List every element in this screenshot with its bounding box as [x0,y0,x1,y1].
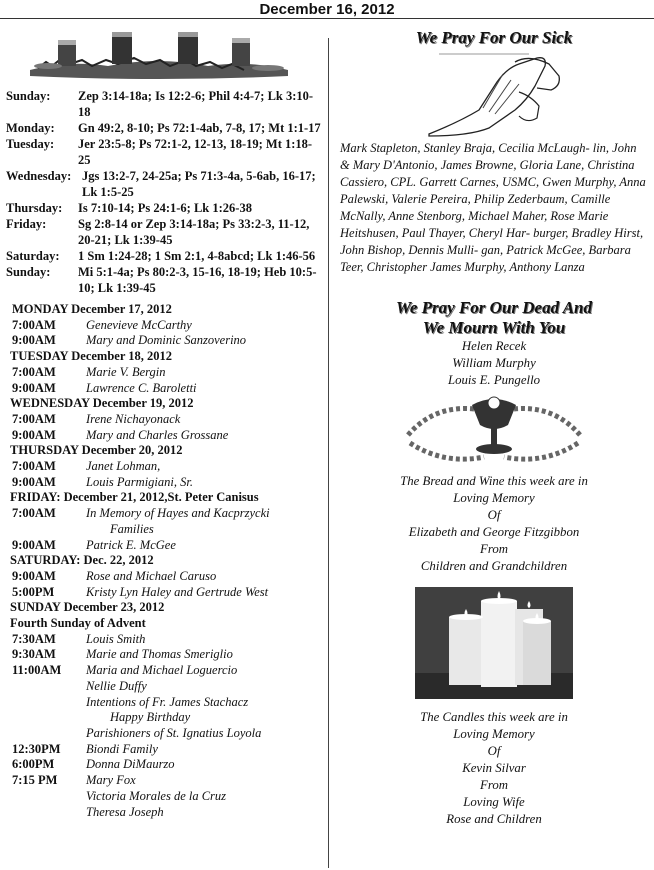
reading-row: Thursday: Is 7:10-14; Ps 24:1-6; Lk 1:26-38 [6,201,252,215]
sick-list: Mark Stapleton, Stanley Braja, Cecilia McLaugh- lin, John & Mary D'Antonio, James Browne, Gloria Lane, Christina Cassiero, CPL. Garrett Carnes, USMC, Gwen Murphy, Anna Palewski, Valerie Pereira, Philip Zederbaum, Camille McNally, Anne Stenborg, Michael Maher, Rose Marie Heitshusen, Paul Thayer, Cheryl Har- burger, Bradley Hirst, John Bishop, Dennis Mulli- gan, Patrick McGee, Barbara Teer, Christopher James Murphy, Anthony Lanza [340,141,646,274]
chalice-image [334,395,654,467]
mass-intention-row [6,428,324,444]
mass-intention-row [6,726,324,742]
mass-time [6,679,86,695]
mass-day-heading: THURSDAY December 20, 2012 [10,443,183,458]
bread-wine-line: Children and Grandchildren [420,559,568,573]
mass-intention: Marie and Thomas Smeriglio [86,647,233,662]
mass-intention-row [6,318,324,334]
candles-line: From [480,778,508,792]
mass-intention: Lawrence C. Baroletti [86,380,197,395]
page-header [0,0,654,19]
mass-time: 7:00AM [12,317,56,332]
mass-intention-row [6,647,324,663]
bread-wine-line: Elizabeth and George Fitzgibbon [408,525,580,539]
praying-hands-image [334,52,654,138]
mass-intention: Rose and Michael Caruso [86,568,217,583]
bread-wine-line: Of [487,508,501,522]
mass-intention: In Memory of Hayes and Kacprzycki [86,506,270,521]
mass-intention-row [6,506,324,522]
sick-title: We Pray For Our Sick [415,28,573,47]
mass-intention-row [6,757,324,773]
deceased-name: Helen Recek [461,339,527,353]
reading-row: Wednesday: Jgs 13:2-7, 24-25a; Ps 71:3-4a, 5-6ab, 16-17; Lk 1:5-25 [6,169,316,199]
mass-intention: Nellie Duffy [86,678,147,693]
mass-intention: Genevieve McCarthy [86,317,192,332]
mass-day-heading: FRIDAY: December 21, 2012,St. Peter Canisus [10,490,259,505]
mass-intention: Maria and Michael Loguercio [86,663,238,678]
column-divider [328,38,329,868]
mass-intention: Families [110,521,154,536]
reading-row: Friday: Sg 2:8-14 or Zep 3:14-18a; Ps 33:2-3, 11-12, 20-21; Lk 1:39-45 [6,217,310,247]
mass-time: 9:00AM [12,474,56,489]
mass-time: 7:00AM [12,411,56,426]
mass-time: 5:00PM [12,584,55,599]
mass-intention: Louis Parmigiani, Sr. [86,474,193,489]
right-column [334,28,654,828]
mass-intention-row [6,805,324,821]
mass-intention-row [6,695,324,711]
mass-intention: Intentions of Fr. James Stachacz [86,694,249,709]
left-column [6,88,324,820]
candles-line: The Candles this week are in [420,710,568,724]
mass-intention: Mary and Charles Grossane [86,427,229,442]
mass-intention: Victoria Morales de la Cruz [86,788,227,803]
candles-line: Loving Wife [463,795,525,809]
mass-intention-row [6,632,324,648]
mass-intention: Theresa Joseph [86,804,164,819]
mass-time: 11:00AM [12,663,62,678]
weekly-readings [6,88,324,296]
mass-time: 9:00AM [12,537,56,552]
mass-time: 9:00AM [12,380,56,395]
mass-day-heading: TUESDAY December 18, 2012 [10,349,173,364]
candles-line: Loving Memory [453,727,535,741]
mass-intention-row [6,679,324,695]
mass-intention-row [6,710,324,726]
mass-time: 12:30PM [12,741,61,756]
mass-intention-row [6,522,324,538]
mass-time: 7:00AM [12,506,56,521]
mass-time: 7:00AM [12,459,56,474]
mass-intention-row [6,742,324,758]
bread-wine-line: Loving Memory [453,491,535,505]
bread-wine-line: The Bread and Wine this week are in [400,474,588,488]
dead-title-line2: We Mourn With You [422,318,566,337]
mass-intention-row [6,538,324,554]
candles-line: Of [487,744,501,758]
mass-time [6,710,86,726]
mass-intention-row [6,789,324,805]
mass-intention-row [6,585,324,601]
mass-intention-row [6,412,324,428]
reading-row: Monday: Gn 49:2, 8-10; Ps 72:1-4ab, 7-8, 17; Mt 1:1-17 [6,121,321,135]
mass-day-heading: Fourth Sunday of Advent [10,616,146,631]
candles-photo [415,587,573,699]
mass-time [6,805,86,821]
mass-time [6,522,86,538]
mass-time [6,726,86,742]
reading-row: Tuesday: Jer 23:5-8; Ps 72:1-2, 12-13, 18-19; Mt 1:18-25 [6,137,313,167]
dead-title-line1: We Pray For Our Dead And [396,298,592,317]
mass-day-heading: SATURDAY: Dec. 22, 2012 [10,553,154,568]
mass-intention: Janet Lohman, [86,459,161,474]
mass-intention: Kristy Lyn Haley and Gertrude West [86,584,269,599]
mass-intention: Donna DiMaurzo [86,757,175,772]
candles-line: Rose and Children [446,812,542,826]
mass-time: 6:00PM [12,757,55,772]
mass-intention-row [6,459,324,475]
mass-time [6,695,86,711]
mass-intention: Marie V. Bergin [86,364,166,379]
mass-intention-row [6,569,324,585]
mass-intention-row [6,663,324,679]
mass-day-heading: MONDAY December 17, 2012 [12,302,172,316]
mass-intention: Irene Nichayonack [86,411,181,426]
mass-time: 9:00AM [12,427,56,442]
reading-row: Sunday: Mi 5:1-4a; Ps 80:2-3, 15-16, 18-19; Heb 10:5-10; Lk 1:39-45 [6,265,317,295]
mass-intention-row [6,381,324,397]
bread-wine-line: From [480,542,508,556]
mass-time: 9:00AM [12,568,56,583]
mass-time: 9:30AM [12,647,56,662]
mass-intention: Happy Birthday [110,710,191,725]
mass-intentions [6,302,324,820]
mass-day-heading: SUNDAY December 23, 2012 [10,600,165,615]
mass-intention-row [6,333,324,349]
mass-intention-row [6,365,324,381]
mass-intention: Biondi Family [86,741,158,756]
mass-intention-row [6,475,324,491]
bulletin-date: December 16, 2012 [259,1,395,18]
mass-time: 9:00AM [12,333,56,348]
mass-time: 7:00AM [12,364,56,379]
mass-intention-row [6,773,324,789]
mass-intention: Louis Smith [86,631,146,646]
mass-intention: Patrick E. McGee [86,537,176,552]
reading-row: Saturday: 1 Sm 1:24-28; 1 Sm 2:1, 4-8abcd; Lk 1:46-56 [6,249,316,263]
mass-time: 7:30AM [12,631,56,646]
candles-line: Kevin Silvar [462,761,526,775]
reading-row: Sunday: Zep 3:14-18a; Is 12:2-6; Phil 4:4-7; Lk 3:10-18 [6,89,314,119]
advent-candles-image [28,26,290,82]
mass-intention: Mary and Dominic Sanzoverino [86,333,247,348]
mass-time [6,789,86,805]
mass-day-heading: WEDNESDAY December 19, 2012 [10,396,194,411]
mass-intention: Mary Fox [86,773,136,788]
mass-time: 7:15 PM [12,773,58,788]
mass-intention: Parishioners of St. Ignatius Loyola [86,725,262,740]
deceased-name: Louis E. Pungello [447,373,541,387]
deceased-name: William Murphy [452,356,536,370]
